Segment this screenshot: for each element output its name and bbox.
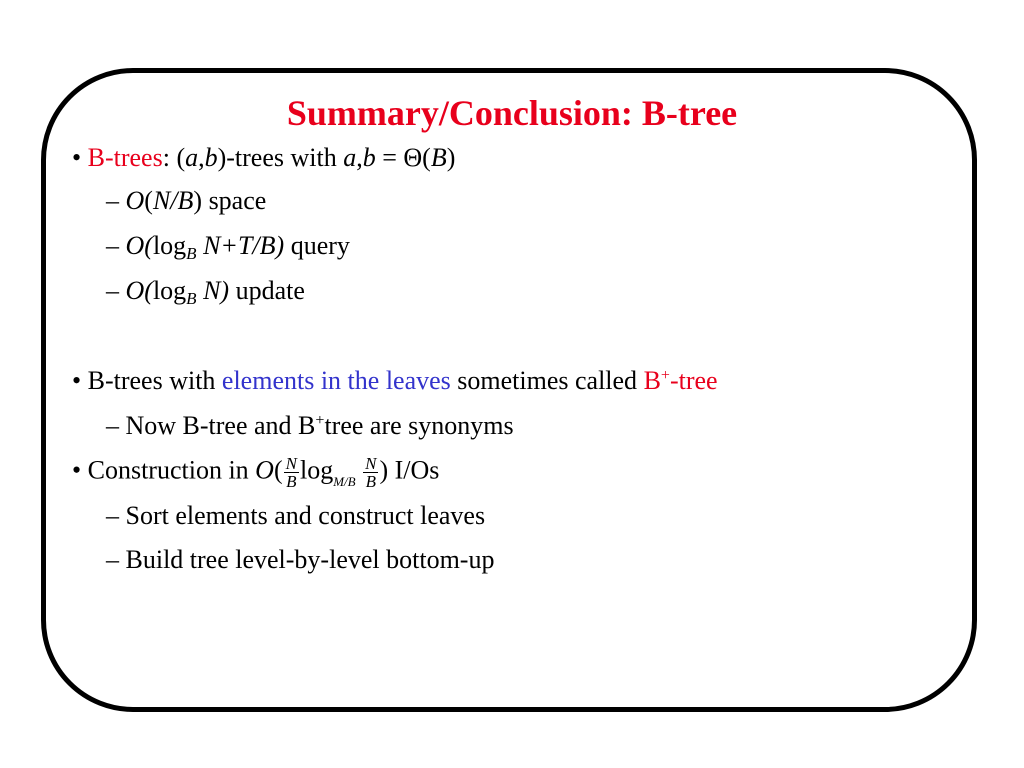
theta-expr: = Θ( — [375, 143, 431, 172]
log: log — [152, 231, 187, 260]
comma: , — [356, 143, 363, 172]
numerator: N — [285, 454, 297, 473]
sub-bullet-sort — [106, 501, 485, 531]
dash-marker: – — [106, 545, 119, 574]
update-expr: N) — [196, 276, 230, 305]
slide-title: Summary/Conclusion: B-tree — [286, 93, 738, 133]
log: log — [299, 455, 334, 485]
bullet-leaves — [72, 366, 718, 396]
paren: ) — [379, 455, 389, 485]
big-o: O — [255, 455, 274, 485]
query-expr: N+T/B) — [196, 231, 285, 260]
leaves-mid: sometimes called — [450, 366, 644, 395]
log: log — [152, 276, 187, 305]
colon: : — [162, 143, 170, 172]
sub-bullet-query — [106, 231, 350, 261]
numerator: N — [365, 454, 377, 473]
update-text: update — [229, 276, 305, 305]
var-a: a — [343, 143, 357, 172]
log-base — [333, 467, 355, 497]
var-a: a — [185, 143, 199, 172]
comma: , — [198, 143, 205, 172]
sub-bullet-build — [106, 545, 494, 575]
bullet-btrees — [72, 143, 455, 173]
bullet-marker: • — [72, 143, 82, 172]
bullet-marker: • — [72, 366, 82, 395]
log-base: B — [186, 289, 197, 308]
plus-superscript: + — [660, 367, 670, 384]
var-B: B — [430, 143, 447, 172]
trees-with-text: )-trees with — [217, 143, 344, 172]
fraction-n-over-b — [363, 455, 378, 490]
var-b: b — [204, 143, 218, 172]
sub-bullet-update — [106, 276, 305, 306]
big-o: O( — [125, 276, 153, 305]
synonyms-text: Now B-tree and B — [125, 411, 316, 440]
ios-text: I/Os — [388, 455, 440, 485]
paren: ( — [273, 455, 283, 485]
big-o: O — [125, 186, 145, 215]
plus-superscript: + — [315, 412, 325, 429]
bplus-term: B — [643, 366, 661, 395]
dash-marker: – — [106, 186, 119, 215]
big-o: O( — [125, 231, 153, 260]
construction-prefix: Construction in — [87, 455, 256, 485]
base-b: B — [347, 474, 356, 490]
denominator: B — [365, 472, 376, 491]
dash-marker: – — [106, 231, 119, 260]
leaves-highlight: elements in the leaves — [221, 366, 451, 395]
paren: ( — [176, 143, 186, 172]
space-text: ) space — [193, 186, 267, 215]
sub-bullet-space — [106, 186, 266, 216]
n-over-b: N/B — [152, 186, 194, 215]
denominator: B — [286, 472, 297, 491]
base-m: M — [333, 474, 345, 490]
tree-term: -tree — [669, 366, 718, 395]
btrees-term: B-trees — [87, 143, 163, 172]
sub-bullet-synonyms — [106, 411, 514, 441]
query-text: query — [284, 231, 350, 260]
bullet-marker: • — [72, 455, 82, 485]
build-text: Build tree level-by-level bottom-up — [125, 545, 495, 574]
paren: ( — [144, 186, 153, 215]
var-b: b — [362, 143, 376, 172]
bullet-construction — [72, 455, 439, 497]
paren: ) — [446, 143, 456, 172]
leaves-prefix: B-trees with — [87, 366, 222, 395]
dash-marker: – — [106, 276, 119, 305]
dash-marker: – — [106, 411, 119, 440]
sort-text: Sort elements and construct leaves — [125, 501, 486, 530]
fraction-n-over-b — [284, 455, 299, 490]
dash-marker: – — [106, 501, 119, 530]
synonyms-text: tree are synonyms — [324, 411, 514, 440]
base-slash: / — [344, 474, 348, 490]
log-base: B — [186, 244, 197, 263]
